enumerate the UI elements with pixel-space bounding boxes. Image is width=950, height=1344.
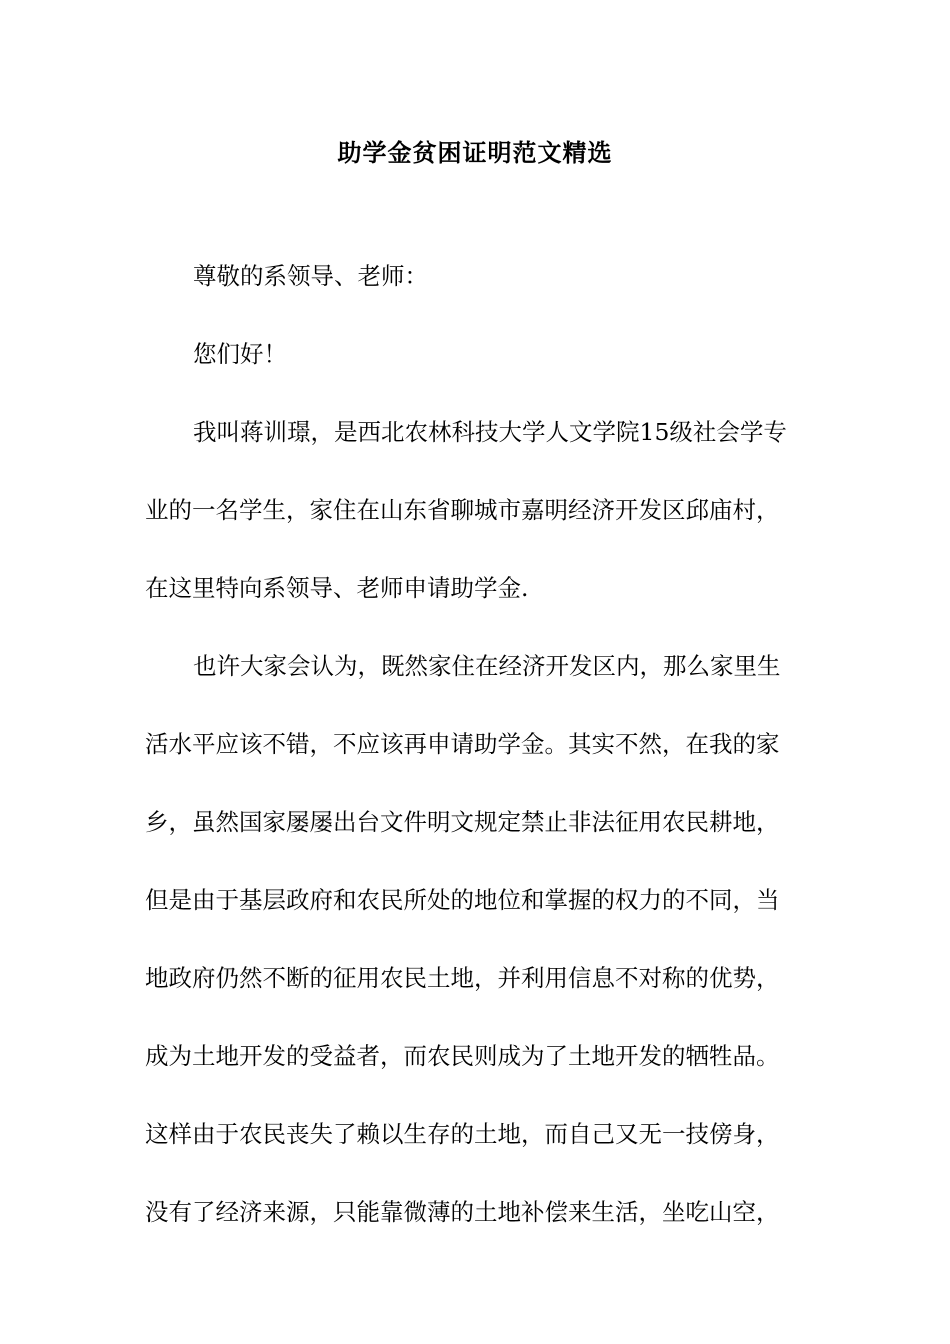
paragraph-line: 业的一名学生，家住在山东省聊城市嘉明经济开发区邱庙村，: [145, 496, 780, 524]
paragraph-line: 成为土地开发的受益者，而农民则成为了土地开发的牺牲品。: [145, 1042, 780, 1070]
paragraph-line: 活水平应该不错，不应该再申请助学金。其实不然，在我的家: [145, 730, 780, 758]
greeting: 您们好！: [193, 340, 287, 368]
paragraph-line: 我叫蒋训璟，是西北农林科技大学人文学院15级社会学专: [193, 418, 787, 446]
paragraph-line: 也许大家会认为，既然家住在经济开发区内，那么家里生: [193, 652, 781, 680]
document-title: 助学金贫困证明范文精选: [337, 138, 613, 167]
document-body: [145, 259, 810, 1273]
salutation: 尊敬的系领导、老师：: [193, 262, 428, 290]
paragraph-line: 乡，虽然国家屡屡出台文件明文规定禁止非法征用农民耕地，: [145, 808, 780, 836]
paragraph-line: 没有了经济来源，只能靠微薄的土地补偿来生活，坐吃山空，: [145, 1198, 780, 1226]
paragraph-line: 这样由于农民丧失了赖以生存的土地，而自己又无一技傍身，: [145, 1120, 780, 1148]
paragraph-line: 在这里特向系领导、老师申请助学金.: [145, 574, 529, 602]
paragraph-line: 地政府仍然不断的征用农民土地，并利用信息不对称的优势，: [145, 964, 780, 992]
paragraph-line: 但是由于基层政府和农民所处的地位和掌握的权力的不同，当: [145, 886, 780, 914]
